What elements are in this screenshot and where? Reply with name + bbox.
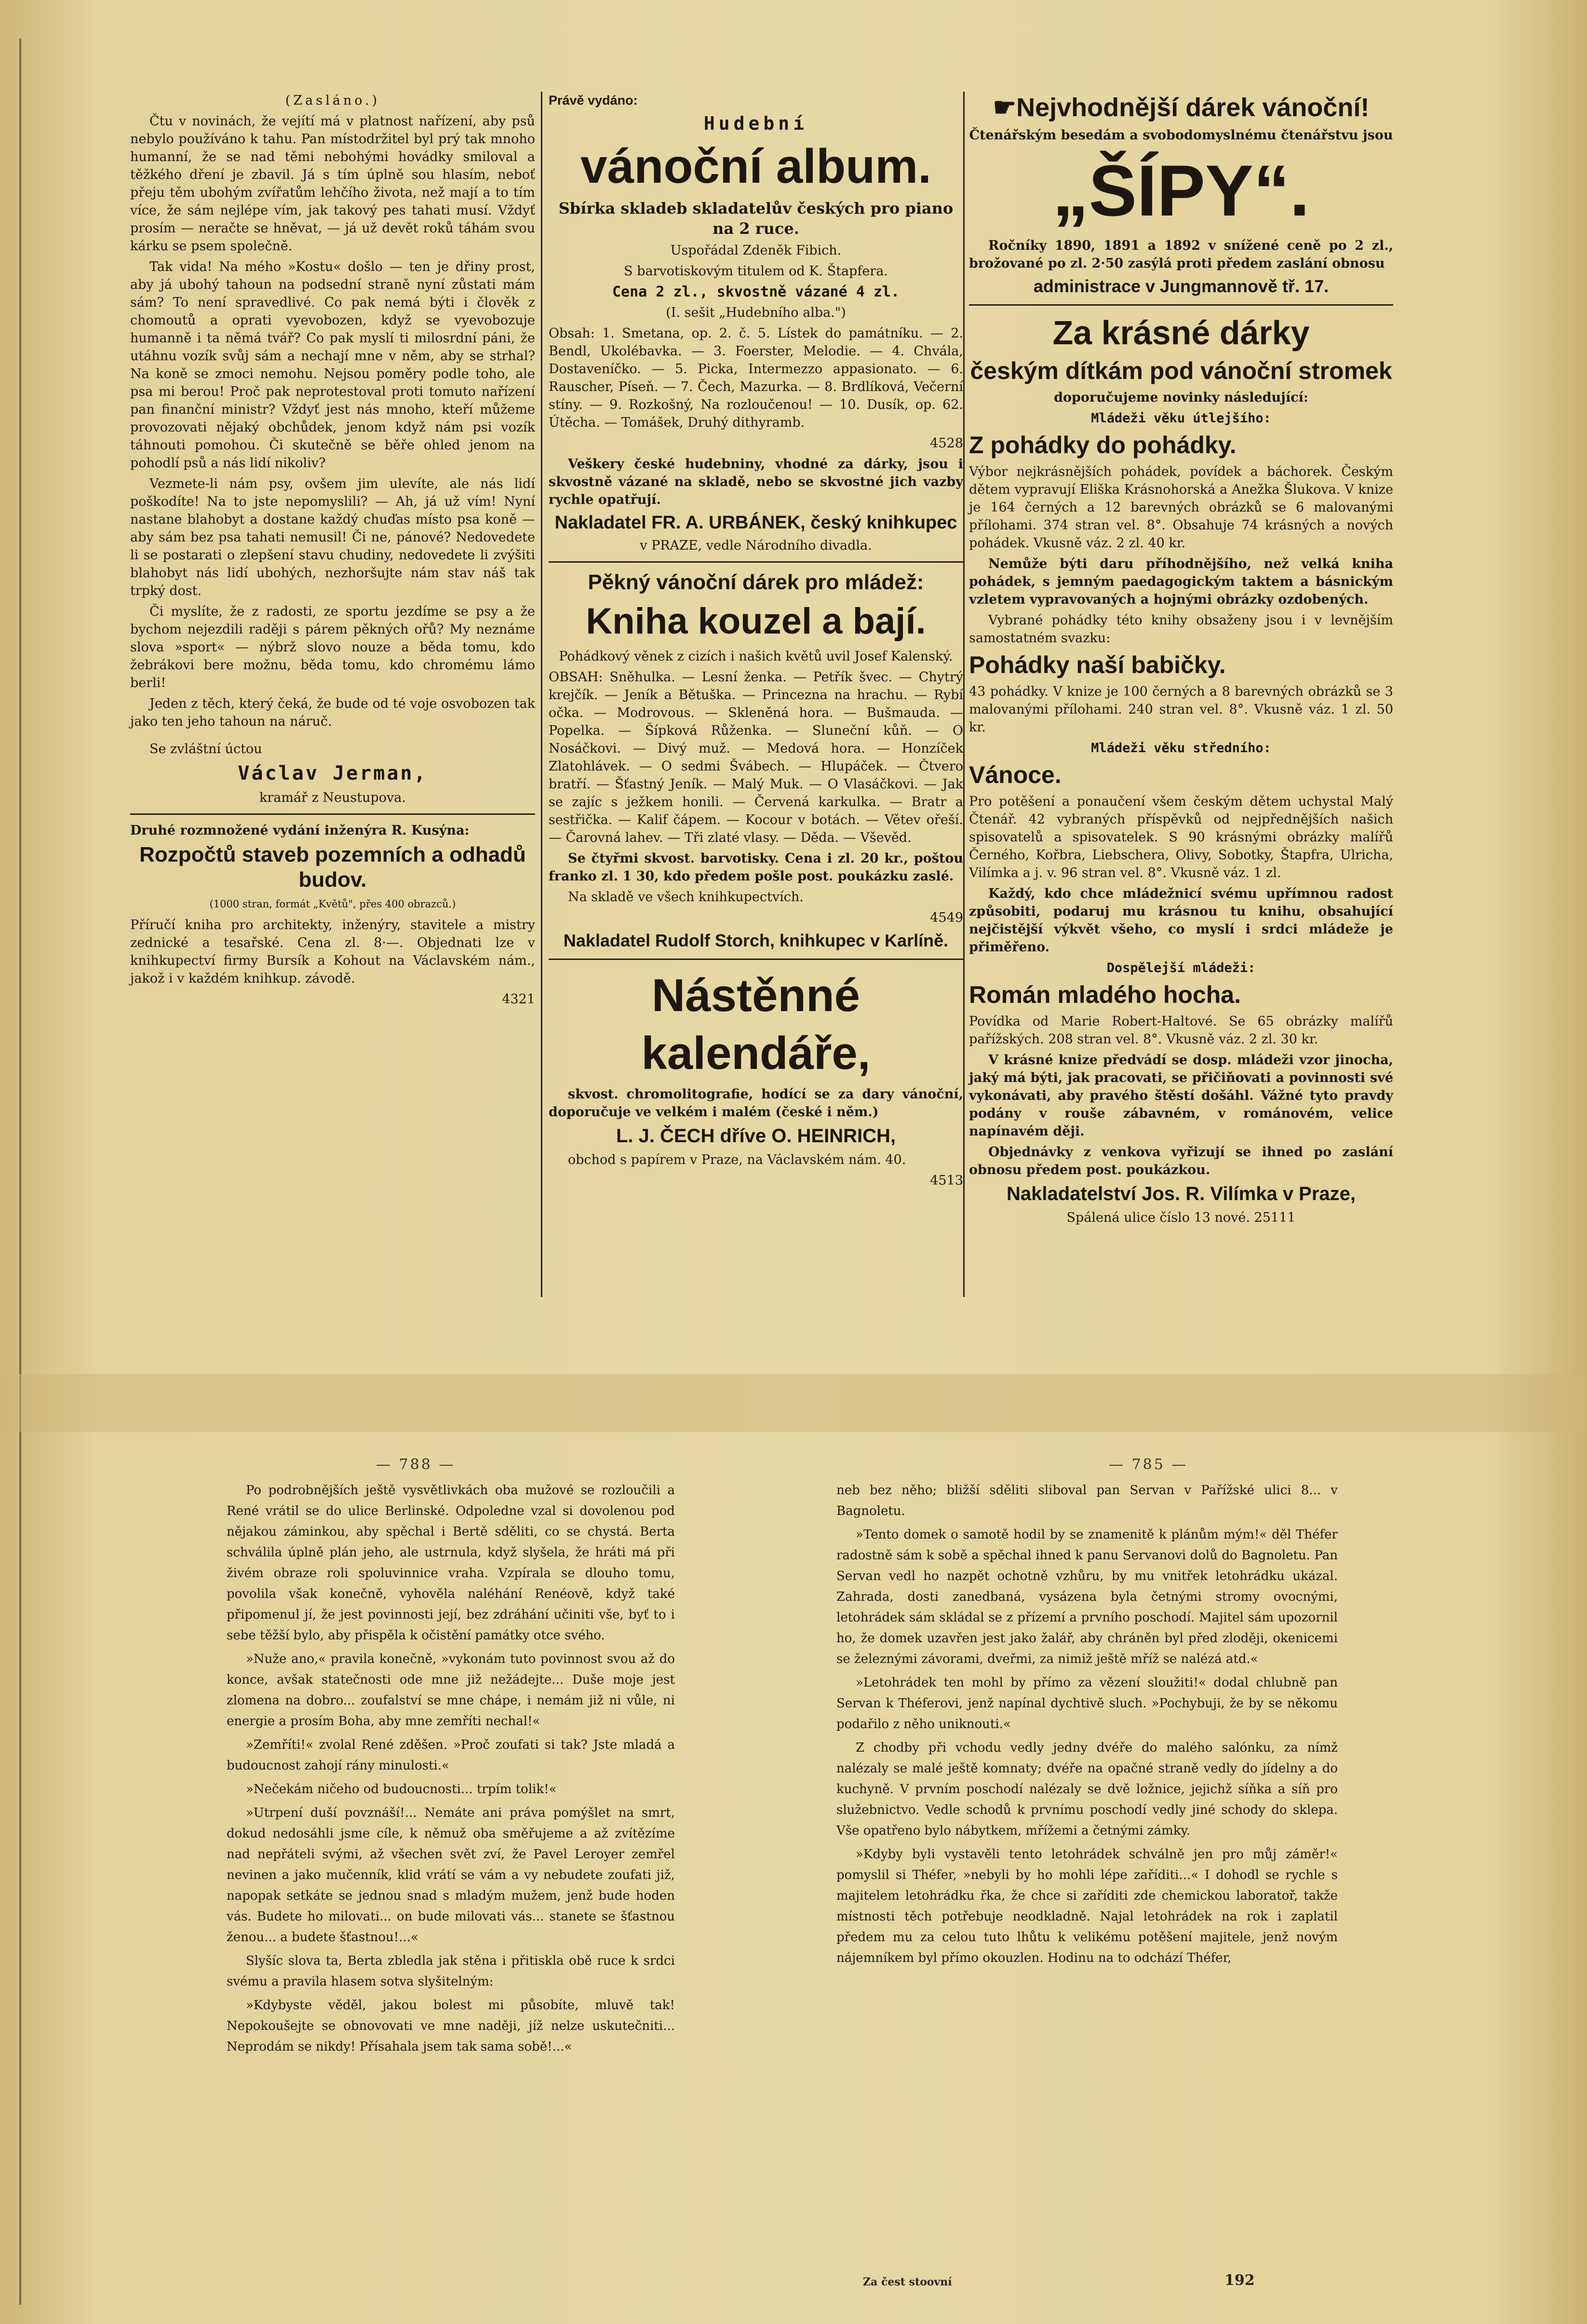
sipy-heading-text: Nejvhodnější dárek vánoční! <box>1016 93 1370 122</box>
novel-paragraph: »Tento domek o samotě hodil by se znamenitě k plánům mým!« děl Théfer radostně sám k sobě a spěchal ihned k panu Servanovi dolů do Bagnoletu. Pan Servan vedl ho nazpět ochotně vzhůru, by mu vnitřek letohrádku ukázal. Zahrada, dosti zanedbaná, vysázena byla četnými stromy ovocnými, letohrádek sám skládal se z přízemí a prvního poschodí. Majitel sám upozornil ho, že domek uzavřen jest jako žalář, aby chráněn byl před zloději, okenicemi se železnými závorami, dveřmi, za nimiž ještě mříž se nalézá atd.« <box>836 1527 1338 1666</box>
vilimek-address <box>969 1209 1393 1227</box>
column-rule <box>963 92 965 1297</box>
book4-note: V krásné knize předvádí se dosp. mládeži vzor jinocha, jaký má býti, jak pracovati, se přičiňovati a povinnosti své vykonávati, aby pravého štěstí došáhl. Vážné tyto pravdy podány v rouše zábavném, v románovém, velice napínavém ději. <box>969 1053 1393 1139</box>
ad2-publisher: Nakladatel Rudolf Storch, knihkupec v Karlíně. <box>563 931 949 950</box>
album-price: Cena 2 zl., skvostně vázané 4 zl. <box>612 284 900 300</box>
letter-regards: Se zvláštní úctou <box>149 742 262 757</box>
gifts-title: Za krásné dárky <box>1052 314 1310 351</box>
ad-number: 4528 <box>930 436 963 451</box>
order-note: Objednávky z venkova vyřizují se ihned po zaslání obnosu předem post. poukázkou. <box>969 1145 1393 1177</box>
calendar-text: skvost. chromolitografie, hodící se za dary vánoční, doporučuje ve velkém i malém (české i něm.) <box>549 1087 963 1120</box>
ad-subtitle: (1000 stran, formát „Květů", přes 400 obrazců.) <box>209 898 456 910</box>
calendar-title: Nástěnné kalendáře, <box>641 970 871 1079</box>
sipy-administration: administrace v Jungmannově tř. 17. <box>1033 276 1329 296</box>
album-editor: Uspořádal Zdeněk Fibich. <box>670 243 842 258</box>
novel-paragraph: »Nuže ano,« pravila konečně, »vykonám tuto povinnost svou až do konce, avšak statečnosti ode mne již nežádejte... Duše moje jest zlomena na dobro... zoufalství se mne chápe, i nemám již ni vůle, ni energie a prosím Boha, aby mne zemříti nechal!« <box>227 1652 675 1729</box>
letter-signature: Václav Jerman, <box>238 762 428 784</box>
novel-paragraph: »Kdyby byli vystavěli tento letohrádek schválně jen pro můj záměr!« pomyslil si Théfer, »nebyli by ho mohli lépe zaříditi...« I dohodl se rychle s majitelem letohrádku řka, že chce si zaříditi zde chemickou laboratoř, takže místnosti těch potřebuje neodkladně. Najal letohrádek na rok i zaplatil předem mu za celou tuto lhůtu k velikému potěšení majitele, jenž novým nájemníkem byl přímo okouzlen. Hodinu na to odchází Théfer, <box>836 1847 1338 1965</box>
letter-paragraph: Jeden z těch, který čeká, že bude od té voje osvobozen tak jako ten jeho tahoun na náruč. <box>130 696 535 729</box>
album-editor-2: S barvotiskovým titulem od K. Štapfera. <box>624 264 888 279</box>
ad-kicker: Hudební <box>703 113 808 134</box>
vilimek-publisher: Nakladatelství Jos. R. Vilímka v Praze, <box>1006 1183 1356 1204</box>
ad2-heading: Pěkný vánoční dárek pro mládež: <box>588 570 924 594</box>
ad-pre: Právě vydáno: <box>549 93 638 108</box>
divider <box>969 304 1393 306</box>
letter-paragraph: Čtu v novinách, že vejítí má v platnost nařízení, aby psů nebylo používáno k tahu. Pan místodržitel byl prý tak mnoho humanní, že se nad těmi nebohými hovádky smiloval a těžkého dření je zbavil. Já s tím úplně sou hlasím, neboť přeju těm ubohým zvířatům lehčího života, než mají a to tím více, že sám nejlépe vím, jak takový pes tahati musí. Vždyť prosím — neračte se hněvat, — já už devět roků táhám svou kárku se psem společně. <box>130 114 535 254</box>
sipy-years: Ročníky 1890, 1891 a 1892 v snížené ceně po 2 zl., brožované po zl. 2·50 zasýlá proti předem zaslání obnosu <box>969 238 1393 271</box>
album-series: (I. sešit „Hudebního alba.") <box>666 305 846 320</box>
novel-paragraph: »Kdybyste věděl, jakou bolest mi působíte, mluvě tak! Nepokoušejte se obnovovati ve mne naději, jíž nelze uskutečniti... Neprodám se nikdy! Přísahala jsem tak sama sobě!...« <box>227 1998 675 2054</box>
footer-sheet-number: 192 <box>1224 2272 1255 2289</box>
book1-note-2: Vybrané pohádky této knihy obsaženy jsou i v levnějším samostatném svazku: <box>969 613 1393 646</box>
section-young: Mládeži věku útlejšího: <box>1091 411 1271 426</box>
novel-paragraph: »Nečekám ničeho od budoucnosti... trpím tolik!« <box>246 1782 557 1797</box>
binding-edge <box>19 39 36 2305</box>
page-number-right: — 785 — <box>1109 1456 1188 1473</box>
ad-number: 4321 <box>502 992 535 1007</box>
novel-paragraph: Slyšíc slova ta, Berta zbledla jak stěna i přitiskla obě ruce k srdci svému a pravila hlasem sotva slyšitelným: <box>227 1954 675 1989</box>
novel-paragraph: neb bez něho; bližší sděliti sliboval pan Servan v Pařížské ulici 8... v Bagnoletu. <box>836 1483 1338 1518</box>
letter-heading: (Zasláno.) <box>285 93 380 108</box>
book3-note: Každý, kdo chce mládežnicí svému upřímnou radost způsobiti, podaruj mu krásnou tu knihu, obsahující nejčistější výkvět všeho, co myslí i srdci mládeže je přiměřeno. <box>969 886 1393 955</box>
footer-left: Za čest stoovní <box>863 2276 952 2288</box>
letter-signature-role: kramář z Neustupova. <box>259 790 406 805</box>
sipy-heading <box>969 92 1393 123</box>
column-ads-middle <box>549 92 963 1192</box>
gifts-subtitle: českým dítkám pod vánoční stromek <box>970 357 1392 384</box>
letter-paragraph: Či myslíte, že z radosti, ze sportu jezdíme se psy a že bychom nejezdili raději s párem pěkných ořů? My neznáme slova »sport« — nýbrž slovo nouze a běda tomu, kdo žebrákovi bere možnu, běda tomu, kdo chromému lámo berli! <box>130 604 535 690</box>
novel-paragraph: Z chodby při vchodu vedly jedny dvéře do malého salónku, za nímž nalézaly se malé ještě komnaty; dvéře na opačné straně vedly do jídelny a do kuchyně. V prvním poschodí nalézaly se dvě ložnice, jejichž síňka a síň pro služebnictvo. Vedle schodů k prvnímu poschodí vedly jiné schody do sklepa. Vše opatřeno bylo nábytkem, mřížemi a četnými zámky. <box>836 1741 1338 1838</box>
ad2-contents: OBSAH: Sněhulka. — Lesní ženka. — Petřík švec. — Chytrý krejčík. — Jeník a Bětuška. — Princezna na hrachu. — Rybí očka. — Modrovous. — Skleněná hora. — Bušmauda. — Popelka. — Šípková Růženka. — Sluneční kůň. — O Nosáčkovi. — Divý muž. — Medová hora. — Honzíček Zlatohlávek. — O sedmi Švábech. — Hlupáček. — Čtvero bratří. — Šťastný Jeník. — Malý Muk. — O Vlasáčkovi. — Jak se zajíc s ježkem honili. — Červená karkulka. — Bratr a sestřička. — Kalif čápem. — Kocour v botách. — Větev ořeší. — Čarovná lahev. — Tři zlaté vlasy. — Děda. — Vševěd. <box>549 670 963 845</box>
divider <box>549 959 963 960</box>
novel-page-left <box>227 1480 675 2060</box>
novel-paragraph: Po podrobnějších ještě vysvětlivkách oba mužové se rozloučili a René vrátil se do ulice Berlinské. Odpoledne vzal si dovolenou pod nějakou záminkou, aby spěchal i Bertě sděliti, co se chystá. Berta schválila úplně plán jeho, ale ustrnula, když slyšela, že hráti má při živém obraze roli spoluvinnice vraha. Vzpírala se dlouho tomu, povolila však konečně, vyhověla naléhání Renéově, když také připomenul jí, že jest povinnosti její, bez zdráhání učiniti vše, byť to i sebe těžší bylo, aby přispěla k očistění památky otce svého. <box>227 1483 675 1643</box>
album-note: Veškery české hudebniny, vhodné za dárky, jsou i skvostně vázané na skladě, nebo se skvostné jich vazby rychle opatřují. <box>549 457 963 507</box>
page-number-left: — 788 — <box>376 1456 456 1473</box>
ad2-price: Se čtyřmi skvost. barvotisky. Cena i zl. 20 kr., poštou franko zl. 1 30, kdo předem pošle post. poukázku zaslé. <box>549 851 963 884</box>
novel-paragraph: »Utrpení duší povznáší!... Nemáte ani práva pomýšlet na smrt, dokud nedosáhli jsme cíle, k němuž oba směřujeme a až zvítězíme nad nepřáteli svými, až všechen svět zví, že Pavel Leroyer zemřel nevinen a jako mučenník, klid vrátí se vám a vy nebudete zoufati již, napopak setkáte se jednou snad s mladým mužem, jenž bude hoden vás. Budete ho milovati... on bude milovati vás... stanete se šťastnou ženou... a budete šťastnou!...« <box>227 1806 675 1945</box>
ad-title: Rozpočtů staveb pozemních a odhadů budov. <box>139 843 526 892</box>
book4-title: Román mladého hocha. <box>969 981 1241 1008</box>
novel-paragraph: »Letohrádek ten mohl by přímo za vězení sloužiti!« dodal chlubně pan Servan k Théferovi, jenž napínal dychtivě sluch. »Pochybuji, že by se někomu podařilo z něho uniknouti.« <box>836 1675 1338 1731</box>
ad-number: 25111 <box>1254 1210 1296 1225</box>
ad-text: Příručí kniha pro architekty, inženýry, stavitele a mistry zednické a tesařské. Cena zl. 8·—. Objednati lze v knihkupectví firmy Bursík a Kohout na Václavském nám., jakož i v každém knihkup. závodě. <box>130 918 535 986</box>
book3-title: Vánoce. <box>969 761 1062 788</box>
fold-band <box>0 1374 1587 1432</box>
ad2-title: Kniha kouzel a bají. <box>586 601 926 642</box>
book3-text: Pro potěšení a ponaučení všem českým dětem uchystal Malý Čtenář. 42 vybraných příspěvků od nejpřednějších našich spisovatelů a spisovatelek. S 90 krásnými obrázky malířů Černého, Kořbra, Liebschera, Olivy, Sobotky, Štapfra, Ulricha, Vilímka a j. v. 96 stran vel. 8°. Vkusně váz. 1 zl. <box>969 794 1393 880</box>
sipy-audience: Čtenářským besedám a svobodomyslnému čtenářstvu jsou <box>969 128 1393 143</box>
calendar-publisher: L. J. ČECH dříve O. HEINRICH, <box>616 1125 896 1147</box>
album-publisher: Nakladatel FR. A. URBÁNEK, český knihkupec <box>554 513 957 533</box>
calendar-address: obchod s papírem v Praze, na Václavském nám. 40. <box>568 1152 906 1167</box>
sipy-title: „ŠÍPY“. <box>1052 150 1310 231</box>
book1-note: Nemůže býti daru příhodnějšího, než velká kniha pohádek, s jemným paedagogickým taktem a básnickým vzletem vypravovaných a hojnými obrázky ozdobených. <box>969 556 1393 607</box>
vilimek-street: Spálená ulice číslo 13 nové. <box>1066 1210 1250 1225</box>
ad-heading: Druhé rozmnožené vydání inženýra R. Kusýna: <box>130 823 470 838</box>
book1-title: Z pohádky do pohádky. <box>969 432 1237 459</box>
ad2-stock: Na skladě ve všech knihkupectvích. <box>568 890 804 905</box>
album-title: vánoční album. <box>580 139 931 193</box>
novel-paragraph: »Zemříti!« zvolal René zděšen. »Proč zoufati si tak? Jste mladá a budoucnost zahojí rány minulosti.« <box>227 1738 675 1773</box>
ad2-subtitle: Pohádkový věnek z cizích i našich květů uvil Josef Kalenský. <box>559 649 953 664</box>
book2-title: Pohádky naší babičky. <box>969 651 1226 678</box>
section-older: Dospělejší mládeži: <box>1106 960 1256 975</box>
section-middle: Mládeži věku středního: <box>1091 741 1271 756</box>
album-contents: Obsah: 1. Smetana, op. 2. č. 5. Lístek do památníku. — 2. Bendl, Ukolébavka. — 3. Foerster, Melodie. — 4. Chvála, Dostaveníčko. — 5. Picka, Intermezzo appasionato. — 6. Rauscher, Píseň. — 7. Čech, Mazurka. — 8. Brdlíková, Večerní stíny. — 9. Rozkošný, Na rozloučenou! — 10. Dusík, op. 62. Útěcha. — Tomášek, Druhý dithyramb. <box>549 326 963 430</box>
gifts-recommend: doporučujeme novinky následující: <box>1054 390 1308 405</box>
novel-page-right <box>836 1480 1338 1972</box>
book1-text: Výbor nejkrásnějších pohádek, povídek a báchorek. Českým dětem vypravují Eliška Krásnohorská a Anežka Šlukova. V knize je 164 černých a 12 barevných obrázků se 6 malovanými přílohami. 374 stran vel. 8°. Obsahuje 74 krásných a nových pohádek. Vkusně váz. 2 zl. 40 kr. <box>969 464 1393 551</box>
divider <box>549 561 963 563</box>
column-ads-right <box>969 92 1393 1230</box>
divider <box>130 813 535 815</box>
ad-number: 4549 <box>930 910 963 925</box>
column-rule <box>541 92 542 1297</box>
book2-text: 43 pohádky. V knize je 100 černých a 8 barevných obrázků se 3 malovanými přílohami. 240 stran vel. 8°. Vkusně váz. 1 zl. 50 kr. <box>969 684 1393 735</box>
pointing-hand-icon: ☛ <box>993 93 1017 122</box>
ad-number: 4513 <box>930 1173 963 1188</box>
letter-paragraph: Tak vida! Na mého »Kostu« došlo — ten je dřiny prost, aby já ubohý tahoun na podsední straně nyní zůstati mám sám? To není spravedlivé. Co pak nemá býti i člověk z chomoutů a oprati vyevobozen, když se vyevobozuje humanně i ta němá tvář? Co pak myslí ti milosrdní páni, že utáhnu vozík svůj sám a nechají mne v něm, aby se strhal? Na koně se zmoci nemohu. Nejsou poměry podle toho, ale psa mi berou! Proč pak neprotestoval proti tomuto nařízení pan finanční ministr? Vždyť jest nás mnoho, kteří můžeme provozovati nějaký obchůdek, jenom když nám psi vozík táhnouti pomohou. Či skutečně se běře ohled jenom na pohodlí psů a nás lidí nikoliv? <box>130 259 535 471</box>
album-subtitle: Sbírka skladeb skladatelův českých pro piano na 2 ruce. <box>558 199 954 238</box>
book4-text: Povídka od Marie Robert-Haltové. Se 65 obrázky malířů pařížských. 208 stran vel. 8°. Vkusně váz. 2 zl. 30 kr. <box>969 1014 1393 1047</box>
album-publisher-address: v PRAZE, vedle Národního divadla. <box>640 538 872 553</box>
column-letter <box>130 92 535 1011</box>
letter-paragraph: Vezmete-li nám psy, ovšem jim ulevíte, ale nás lidí poškodíte! Na to jste nepomyslili? — Ah, já už vím! Nyní nastane blahobyt a dostane každý chuďas místo psa koně — aby sám bez psa tahati nemusil! Či ne, pánové? Nedovedete li se postarati o zlepšení stavu chudiny, nedovedete li zvýšiti blahobyt nás lidí ubohých, nezhoršujte nám stav náš tak trpký dost. <box>130 476 535 598</box>
